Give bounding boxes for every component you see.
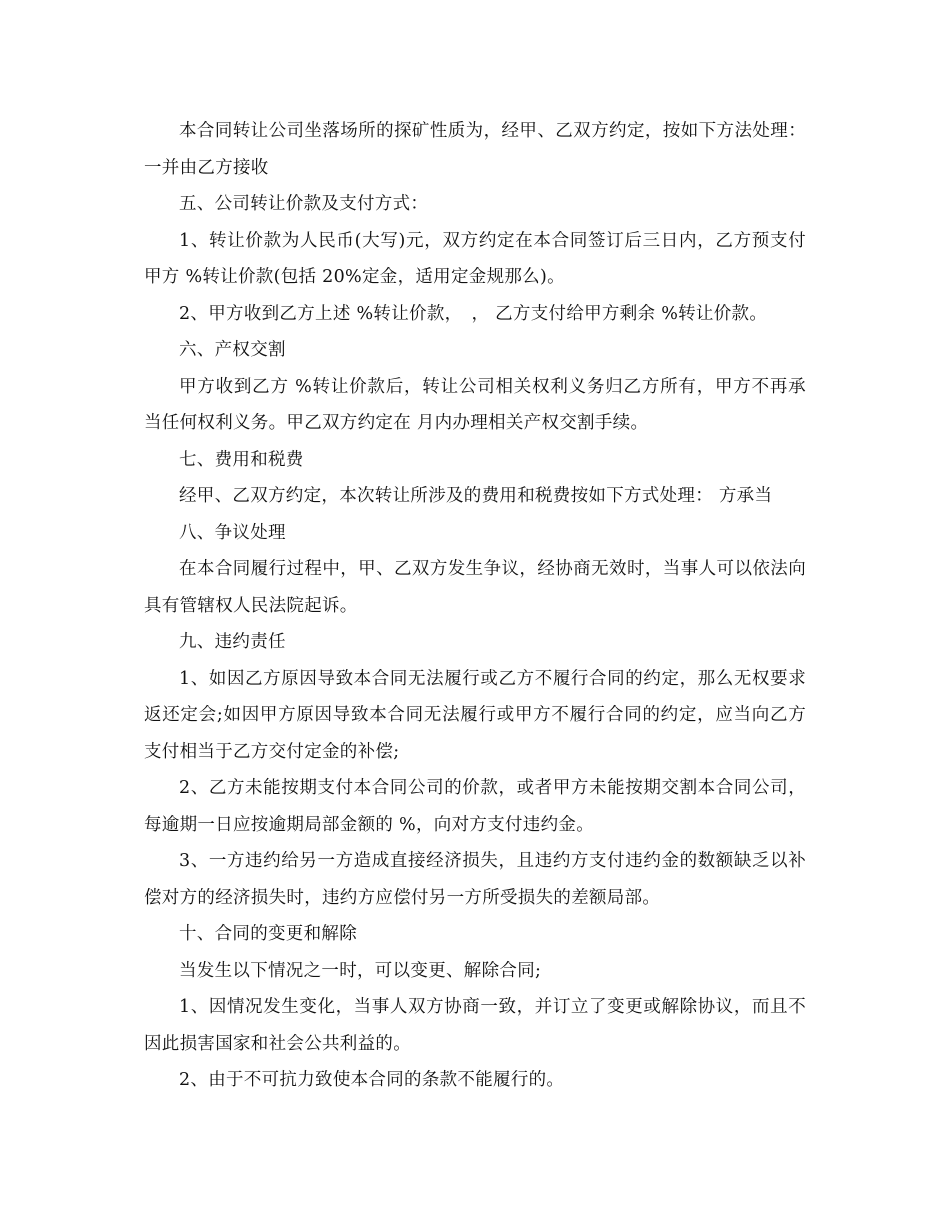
paragraph-change-clause-2: 2、由于不可抗力致使本合同的条款不能履行的。: [179, 1070, 565, 1090]
paragraph-exploration-nature: 本合同转让公司坐落场所的探矿性质为，经甲、乙双方约定，按如下方法处理：一并由乙方接收: [144, 121, 806, 178]
paragraph-breach-clause-1: 1、如因乙方原因导致本合同无法履行或乙方不履行合同的约定，那么无权要求返还定会;如因甲方原因导致本合同无法履行或甲方不履行合同的约定，应当向乙方支付相当于乙方交付定金的补偿;: [144, 668, 806, 762]
section-heading-fees-taxes: 七、费用和税费: [179, 449, 304, 470]
section-heading-dispute: 八、争议处理: [179, 522, 286, 543]
paragraph-breach-clause-2: 2、乙方未能按期支付本合同公司的价款，或者甲方未能按期交割本合同公司，每逾期一日应按逾期局部金额的 %，向对方支付违约金。: [144, 778, 806, 835]
section-heading-change-termination: 十、合同的变更和解除: [179, 924, 357, 944]
paragraph-dispute: 在本合同履行过程中，甲、乙双方发生争议，经协商无效时，当事人可以依法向具有管辖权人民法院起诉。: [144, 559, 806, 616]
paragraph-breach-clause-3: 3、一方违约给另一方造成直接经济损失，且违约方支付违约金的数额缺乏以补偿对方的经济损失时，违约方应偿付另一方所受损失的差额局部。: [144, 851, 806, 908]
section-heading-price-payment: 五、公司转让价款及支付方式：: [179, 194, 429, 214]
paragraph-change-conditions: 当发生以下情况之一时，可以变更、解除合同;: [179, 960, 542, 981]
document-body: [144, 113, 806, 1099]
paragraph-price-clause-1: 1、转让价款为人民币(大写)元，双方约定在本合同签订后三日内，乙方预支付甲方 %转让价款(包括 20%定金，适用定金规那么)。: [144, 230, 806, 287]
section-heading-breach: 九、违约责任: [179, 632, 286, 652]
paragraph-fees-taxes: 经甲、乙双方约定，本次转让所涉及的费用和税费按如下方式处理： 方承当: [179, 486, 773, 506]
paragraph-property-transfer: 甲方收到乙方 %转让价款后，转让公司相关权利义务归乙方所有，甲方不再承当任何权利义务。甲乙双方约定在 月内办理相关产权交割手续。: [144, 376, 806, 433]
section-heading-property-transfer: 六、产权交割: [179, 340, 286, 360]
paragraph-change-clause-1: 1、因情况发生变化，当事人双方协商一致，并订立了变更或解除协议，而且不因此损害国家和社会公共利益的。: [144, 997, 806, 1054]
paragraph-price-clause-2: 2、甲方收到乙方上述 %转让价款， ， 乙方支付给甲方剩余 %转让价款。: [179, 303, 768, 324]
